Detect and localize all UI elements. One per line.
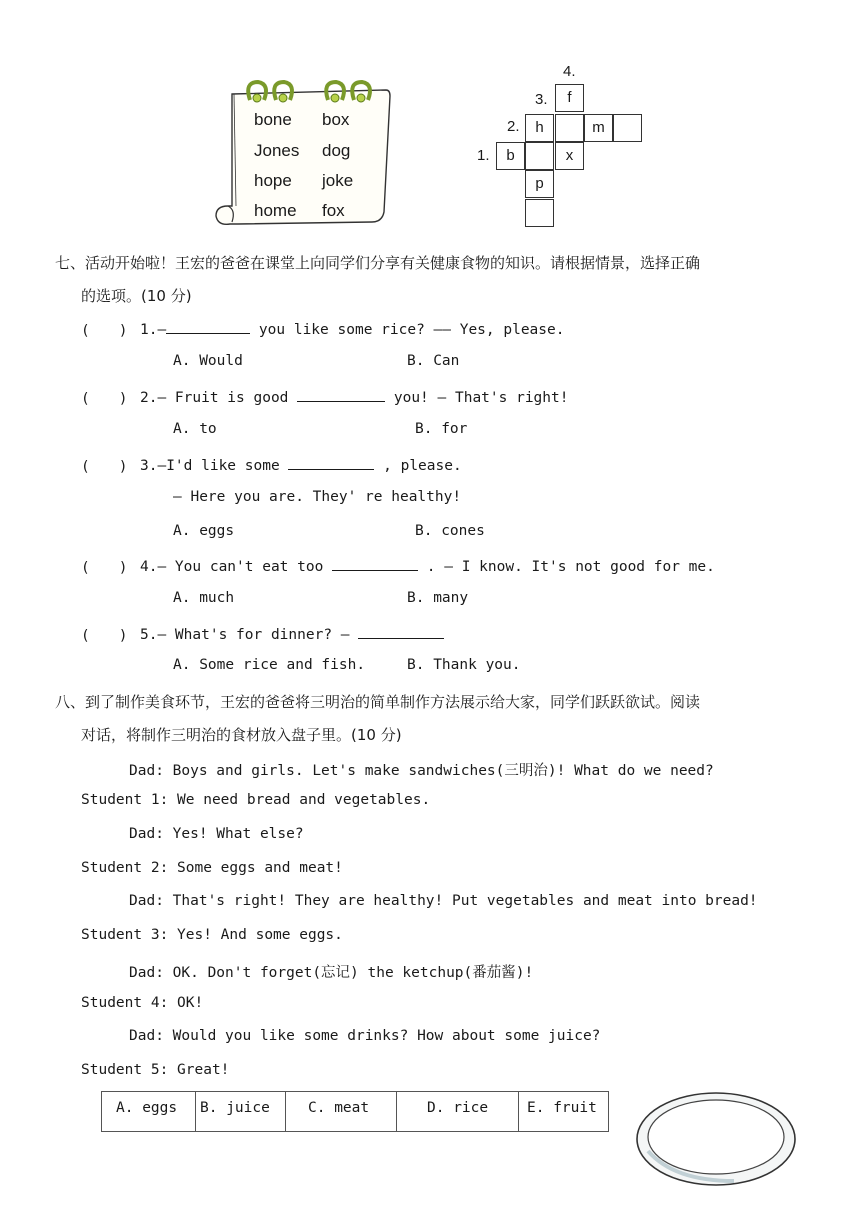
option-b: B. Can	[407, 353, 460, 369]
answer-blank[interactable]	[166, 319, 250, 334]
dialogue-line: Student 1: We need bread and vegetables.	[81, 792, 431, 808]
notebook-frame	[214, 76, 392, 232]
clue-number-4: 4.	[563, 63, 576, 80]
crossword-cell[interactable]: m	[584, 114, 613, 142]
dialogue-line: Student 3: Yes! And some eggs.	[81, 927, 343, 943]
notebook-word: home	[254, 201, 297, 220]
option-b: B. for	[415, 421, 468, 437]
question-3-response: — Here you are. They' re healthy!	[173, 489, 462, 505]
answer-bracket[interactable]: ( )	[81, 391, 128, 407]
crossword-cell[interactable]	[525, 199, 554, 227]
dialogue-line: Dad: Boys and girls. Let's make sandwiches(三明治)! What do we need?	[129, 763, 714, 779]
question-text: , please.	[374, 458, 462, 474]
option-b: B. Thank you.	[407, 657, 521, 673]
clue-number-2: 2.	[507, 118, 520, 135]
answer-bracket[interactable]: ( )	[81, 459, 128, 475]
option-a: A. to	[173, 421, 217, 437]
ingredient-option[interactable]: D. rice	[397, 1092, 519, 1132]
option-a: A. eggs	[173, 523, 235, 539]
crossword-cell[interactable]: b	[496, 142, 525, 170]
ingredient-option[interactable]: B. juice	[196, 1092, 286, 1132]
question-text: you! — That's right!	[385, 390, 569, 406]
dialogue-line: Student 4: OK!	[81, 995, 204, 1011]
question-text: 1.—	[140, 322, 167, 338]
dialogue-line: Dad: Would you like some drinks? How about some juice?	[129, 1028, 601, 1044]
notebook-word: Jones	[254, 141, 300, 160]
crossword-cell[interactable]	[555, 114, 584, 142]
option-a: A. Some rice and fish.	[173, 657, 366, 673]
section8-heading-line2: 对话，将制作三明治的食材放入盘子里。(10 分)	[81, 726, 402, 744]
clue-number-3: 3.	[535, 91, 548, 108]
ingredient-option[interactable]: E. fruit	[519, 1092, 609, 1132]
crossword-cell[interactable]: f	[555, 84, 584, 112]
question-text: 2.— Fruit is good	[140, 390, 298, 406]
answer-blank[interactable]	[358, 624, 444, 639]
dialogue-line: Student 2: Some eggs and meat!	[81, 860, 343, 876]
option-b: B. cones	[415, 523, 485, 539]
ingredient-options-table	[101, 1091, 609, 1132]
ingredient-option[interactable]: C. meat	[286, 1092, 397, 1132]
notebook-word: dog	[322, 141, 351, 160]
dialogue-line: Dad: OK. Don't forget(忘记) the ketchup(番茄酱)!	[129, 965, 534, 981]
question-4	[140, 556, 715, 575]
word-notebook	[214, 76, 392, 232]
dialogue-line: Student 5: Great!	[81, 1062, 230, 1078]
question-text: 4.— You can't eat too	[140, 559, 333, 575]
clue-number-1: 1.	[477, 147, 490, 164]
dialogue-line: Dad: That's right! They are healthy! Put vegetables and meat into bread!	[129, 893, 758, 909]
crossword-cell[interactable]: p	[525, 170, 554, 198]
crossword-cell[interactable]	[525, 142, 554, 170]
notebook-word: bone	[254, 110, 292, 129]
notebook-word: fox	[322, 201, 345, 220]
section7-heading-line2: 的选项。(10 分)	[81, 287, 192, 305]
crossword-cell[interactable]	[613, 114, 642, 142]
answer-bracket[interactable]: ( )	[81, 323, 128, 339]
question-text: you like some rice? —— Yes, please.	[250, 322, 565, 338]
crossword-cell[interactable]: h	[525, 114, 554, 142]
answer-bracket[interactable]: ( )	[81, 560, 128, 576]
crossword-cell[interactable]: x	[555, 142, 584, 170]
question-5	[140, 624, 444, 643]
option-a: A. Would	[173, 353, 243, 369]
section7-heading: 七、活动开始啦！王宏的爸爸在课堂上向同学们分享有关健康食物的知识。请根据情景，选择正确	[55, 254, 701, 272]
question-text: 3.—I'd like some	[140, 458, 289, 474]
notebook-word: box	[322, 110, 350, 129]
plate-icon	[634, 1089, 798, 1189]
notebook-word: hope	[254, 171, 292, 190]
answer-bracket[interactable]: ( )	[81, 628, 128, 644]
question-3	[140, 455, 462, 474]
question-text: 5.— What's for dinner? —	[140, 627, 359, 643]
dialogue-line: Dad: Yes! What else?	[129, 826, 304, 842]
option-a: A. much	[173, 590, 235, 606]
option-b: B. many	[407, 590, 469, 606]
plate[interactable]	[634, 1089, 798, 1189]
question-1	[140, 319, 564, 338]
notebook-word: joke	[322, 171, 354, 190]
ingredient-option[interactable]: A. eggs	[102, 1092, 196, 1132]
section8-heading: 八、到了制作美食环节，王宏的爸爸将三明治的简单制作方法展示给大家，同学们跃跃欲试。阅读	[55, 693, 701, 711]
answer-blank[interactable]	[332, 556, 418, 571]
answer-blank[interactable]	[297, 387, 385, 402]
answer-blank[interactable]	[288, 455, 374, 470]
question-2	[140, 387, 568, 406]
question-text: . — I know. It's not good for me.	[418, 559, 715, 575]
